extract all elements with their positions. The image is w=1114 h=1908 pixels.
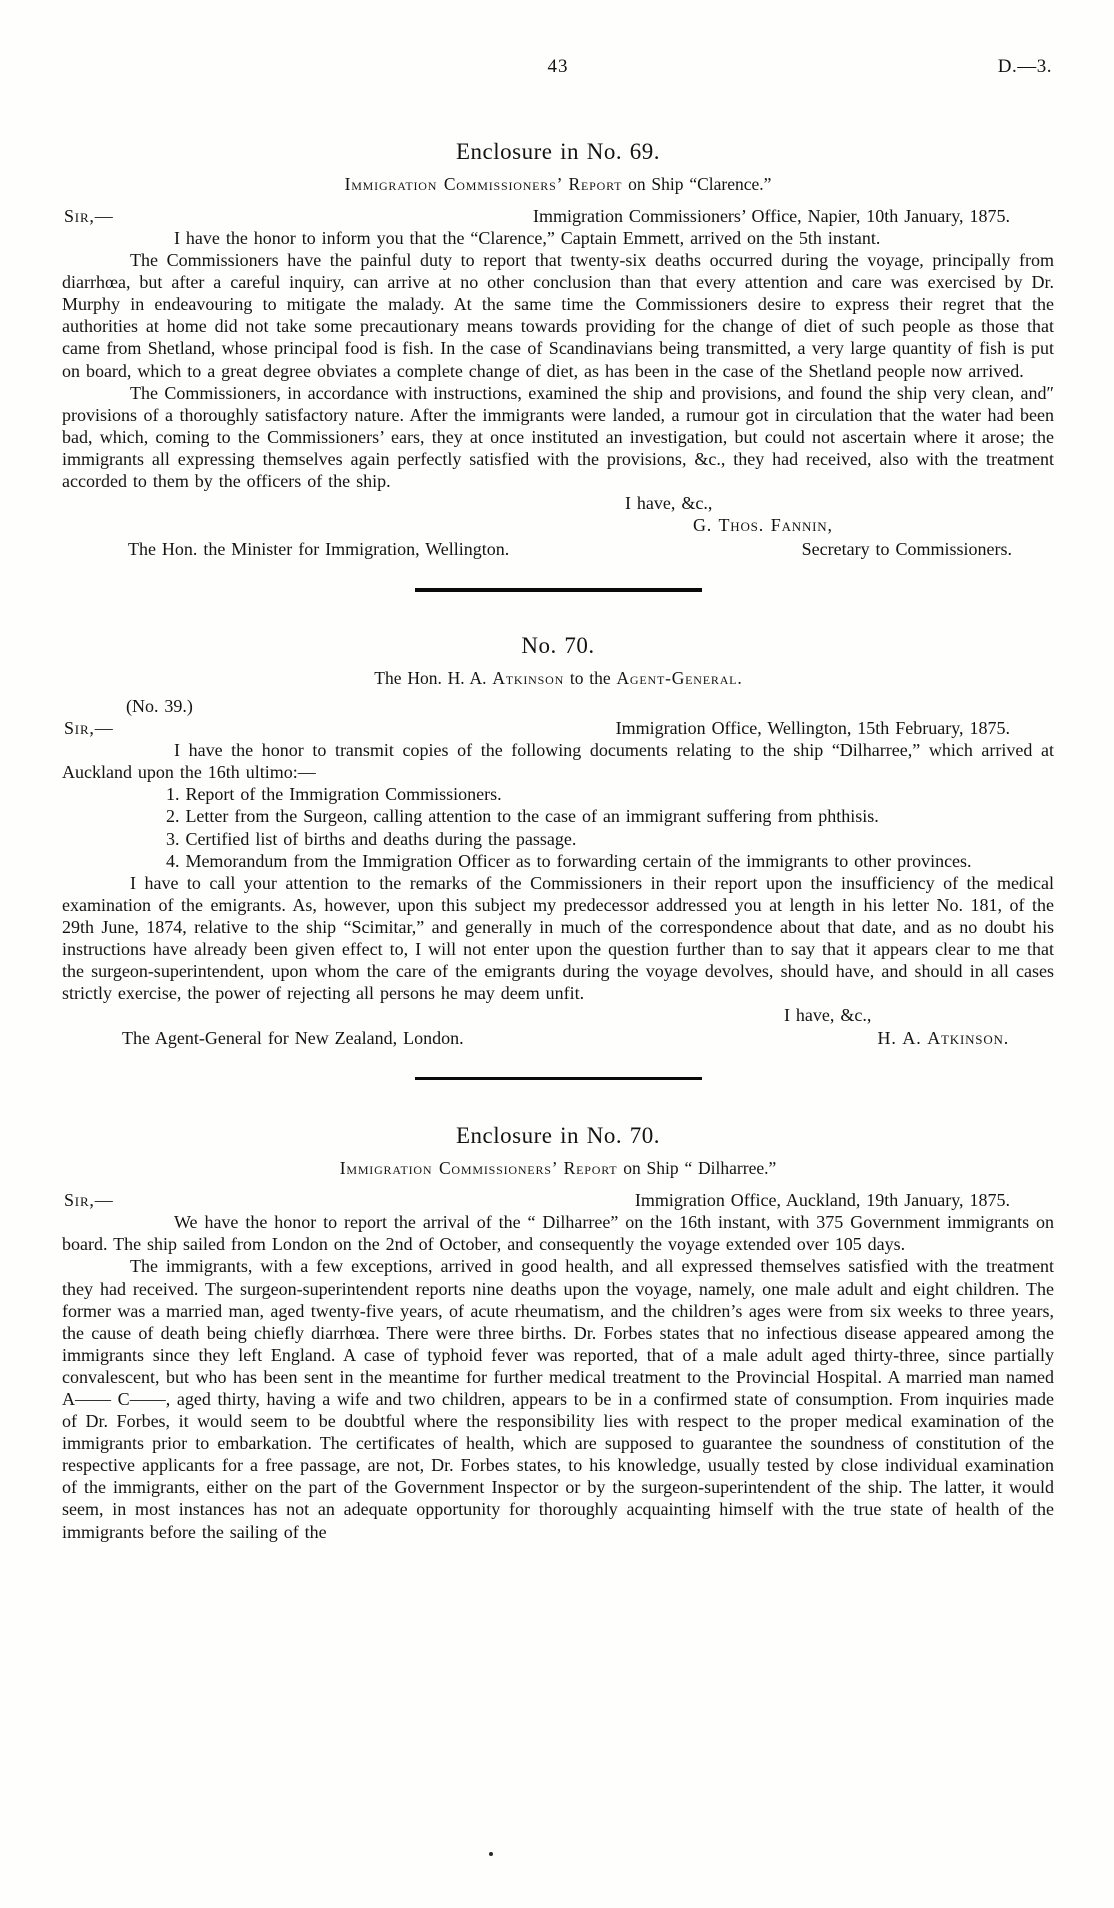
- salutation: Sir,—: [64, 718, 114, 739]
- page-header: [62, 56, 1054, 82]
- section-subtitle: [62, 174, 1054, 194]
- subtitle-smallcaps: Immigration Commissioners’ Report: [344, 174, 623, 194]
- addressee: The Hon. the Minister for Immigration, Wellington.: [128, 539, 510, 560]
- section-subtitle: [62, 1158, 1054, 1178]
- subtitle-end: .: [737, 668, 742, 689]
- section-heading: Enclosure in No. 70.: [455, 1123, 661, 1149]
- salutation: Sir,—: [64, 1190, 114, 1211]
- list-item: 2. Letter from the Surgeon, calling attention to the case of an immigrant suffering from phthisis.: [166, 806, 879, 827]
- subtitle-mid: to the: [564, 668, 617, 689]
- signature: H. A. Atkinson.: [877, 1028, 1009, 1049]
- addressee: The Agent-General for New Zealand, London.: [122, 1028, 464, 1049]
- signature: G. Thos. Fannin,: [693, 515, 833, 536]
- paragraph: We have the honor to report the arrival of the “ Dilharree” on the 16th instant, with 375 Government immigrants on board. The ship sailed from London on the 2nd of October, and consequently the voyage extended over 105 days.: [62, 1212, 1054, 1255]
- attribution-row: [62, 537, 1054, 561]
- paragraph: I have the honor to transmit copies of the following documents relating to the ship “Dilharree,” which arrived at Auckland upon the 16th ultimo:—: [62, 740, 1054, 783]
- salutation-row: [62, 205, 1054, 227]
- section-heading: Enclosure in No. 69.: [455, 139, 661, 164]
- subtitle-name2: Agent-General: [616, 668, 738, 689]
- salutation: Sir,—: [64, 206, 114, 226]
- subtitle-rest: on Ship “ Dilharree.”: [617, 1158, 777, 1179]
- section-no-70: [62, 632, 1054, 1050]
- subtitle-pre: The Hon. H. A.: [374, 668, 493, 689]
- salutation-row: [62, 717, 1054, 739]
- section-subtitle: [62, 668, 1054, 688]
- attribution-row: [62, 1026, 1054, 1050]
- section-divider: [415, 588, 702, 592]
- paragraph: The immigrants, with a few exceptions, arrived in good health, and all expressed themselves satisfied with the treatment they had received. The surgeon-superintendent reports nine deaths upon the voyage, namely, one male adult and eight children. The former was a married man, aged twenty-five years, of acute rheumatism, and the children’s ages were from six weeks to three years, the cause of death being chiefly diarrhœa. There were three births. Dr. Forbes states that no infectious disease appeared among the immigrants since they left England. A case of typhoid fever was reported, that of a male adult aged thirty-three, since partially convalescent, but who has been sent in the meantime for further medical treatment to the Provincial Hospital. A married man named A—— C——, aged thirty, having a wife and two children, appears to be in a confirmed state of consumption. From inquiries made of Dr. Forbes, it would seem to be doubtful where the responsibility lies with respect to the proper medical examination of the immigrants prior to embarkation. The certificates of health, which are supposed to guarantee the soundness of constitution of the respective applicants for a free passage, are not, Dr. Forbes states, to his knowledge, usually tested by close individual examination of the immigrants, either on the part of the Government Inspector or by the surgeon-superintendent of the ship. The latter, it would seem, in most instances has not an adequate opportunity for thoroughly acquainting himself with the true state of health of the immigrants before the sailing of the: [62, 1256, 1054, 1542]
- section-heading: No. 70.: [521, 633, 595, 659]
- subtitle-smallcaps: Immigration Commissioners’ Report: [339, 1158, 618, 1179]
- section-enclosure-69: [62, 138, 1054, 561]
- section-divider: [415, 1077, 702, 1080]
- paragraph: I have the honor to inform you that the “Clarence,” Captain Emmett, arrived on the 5th instant.: [174, 228, 881, 248]
- list-item: 4. Memorandum from the Immigration Officer as to forwarding certain of the immigrants to other provinces.: [166, 850, 972, 871]
- section-enclosure-70: [62, 1122, 1054, 1542]
- list-item: 3. Certified list of births and deaths during the passage.: [166, 828, 577, 849]
- dateline: Immigration Office, Wellington, 15th February, 1875.: [615, 718, 1010, 739]
- paragraph: I have to call your attention to the remarks of the Commissioners in their report upon the insufficiency of the medical examination of the emigrants. As, however, upon this subject my predecessor addressed you at length in his letter No. 181, of the 29th June, 1874, relative to the ship “Scimitar,” and generally in much of the correspondence about that date, and as no doubt his instructions have already been given effect to, I will not enter upon the question further than to say that it appears clear to me that the surgeon-superintendent, upon whom the care of the emigrants during the voyage devolves, should have, and should in all cases strictly exercise, the power of rejecting all persons he may deem unfit.: [62, 872, 1054, 1004]
- page-number: 43: [547, 56, 569, 77]
- valediction: I have, &c.,: [625, 493, 713, 514]
- signature-title: Secretary to Commissioners.: [801, 539, 1012, 560]
- print-artifact-dot: [489, 1852, 493, 1856]
- letter-number: (No. 39.): [126, 696, 193, 717]
- paragraph: The Commissioners, in accordance with instructions, examined the ship and provisions, and found the ship very clean, and″ provisions of a thoroughly satisfactory nature. After the immigrants were landed, a rumour got in circulation that the water had been bad, which, coming to the Commissioners’ ears, they at once instituted an investigation, but could not ascertain where it arose; the immigrants all expressing themselves again perfectly satisfied with the provisions, &c., they had received, also with the treatment accorded to them by the officers of the ship.: [62, 382, 1054, 492]
- valediction: I have, &c.,: [784, 1005, 872, 1026]
- paragraph: The Commissioners have the painful duty to report that twenty-six deaths occurred during the voyage, principally from diarrhœa, but after a careful inquiry, can arrive at no other conclusion than that every attention and care was exercised by Dr. Murphy in endeavouring to mitigate the malady. At the same time the Commissioners desire to express their regret that the authorities at home did not take some precautionary means towards providing for the change of diet of such people as those that came from Shetland, whose principal food is fish. In the case of Scandinavians being transmitted, a very large quantity of fish is put on board, which to a great degree obviates a complete change of diet, as has been in the case of the Shetland people now arrived.: [62, 250, 1054, 381]
- enclosed-documents-list: [62, 783, 1054, 871]
- dateline: Immigration Office, Auckland, 19th January, 1875.: [634, 1190, 1010, 1211]
- subtitle-rest: on Ship “Clarence.”: [622, 174, 772, 194]
- subtitle-name: Atkinson: [492, 668, 565, 689]
- document-reference: D.—3.: [997, 56, 1052, 77]
- list-item: 1. Report of the Immigration Commissioners.: [166, 784, 502, 805]
- salutation-row: [62, 1189, 1054, 1211]
- dateline: Immigration Commissioners’ Office, Napier, 10th January, 1875.: [533, 206, 1010, 226]
